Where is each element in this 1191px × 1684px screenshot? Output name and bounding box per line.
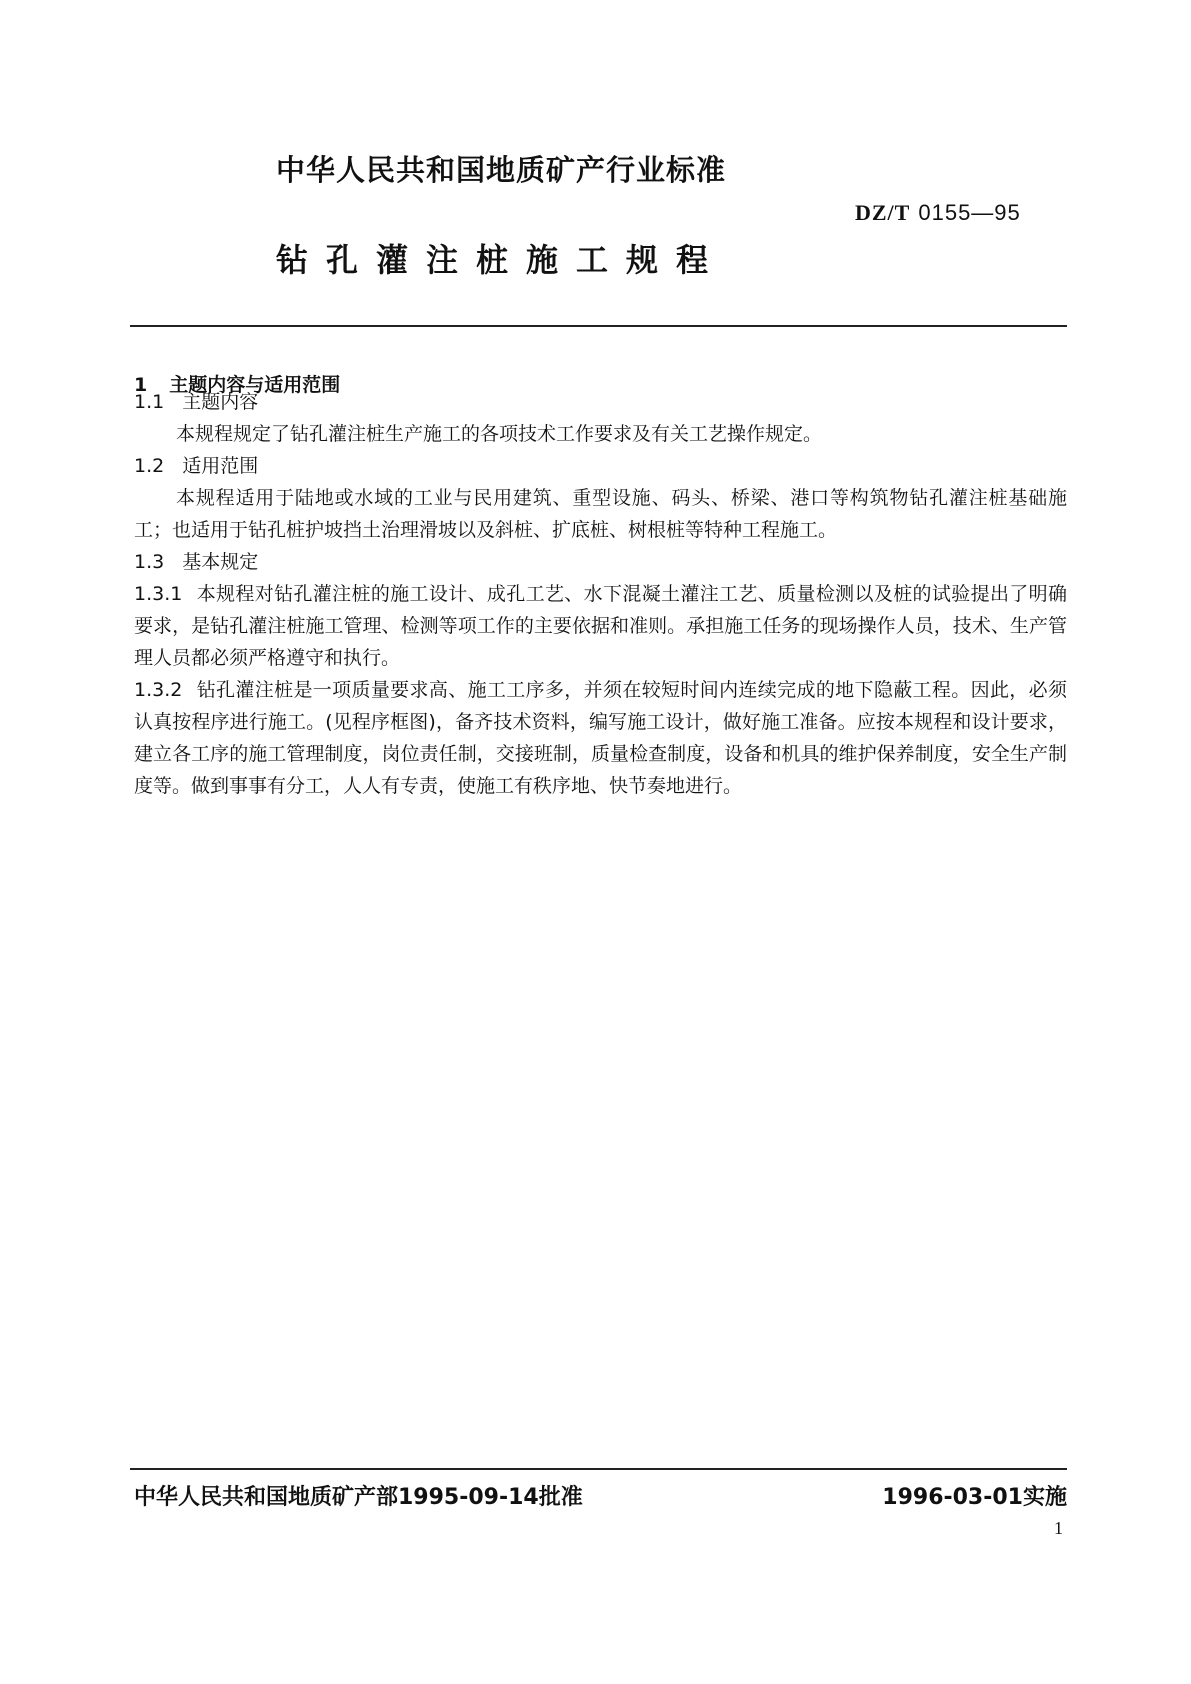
section-1-title: 主题内容与适用范围 [169,374,341,396]
approval-statement: 中华人民共和国地质矿产部1995-09-14批准 [134,1485,583,1510]
header-divider [130,325,1067,327]
section-1-2-number: 1.2 [134,455,165,477]
section-1-3-1-text: 本规程对钻孔灌注桩的施工设计、成孔工艺、水下混凝土灌注工艺、质量检测以及桩的试验提出了明确要求，是钻孔灌注桩施工管理、检测等项工作的主要依据和准则。承担施工任务的现场操作人员，技术、生产管理人员都必须严格遵守和执行。 [134,583,1067,669]
standard-code-prefix: DZ/T [855,200,911,225]
section-1-2-heading [134,450,258,482]
standard-code-number: 0155—95 [918,200,1021,225]
section-1-1-title: 主题内容 [182,391,259,413]
section-1-3-title: 基本规定 [182,551,259,573]
footer-divider [130,1468,1067,1470]
section-1-1-number: 1.1 [134,391,165,413]
standard-code [855,200,1021,226]
section-1-2-title: 适用范围 [182,455,259,477]
section-1-1-heading [134,386,258,418]
section-1-number: 1 [134,374,148,396]
section-1-3-2-number: 1.3.2 [134,679,183,701]
section-1-3-number: 1.3 [134,551,165,573]
section-1-2-text: 本规程适用于陆地或水域的工业与民用建筑、重型设施、码头、桥梁、港口等构筑物钻孔灌注桩基础施工；也适用于钻孔桩护坡挡土治理滑坡以及斜桩、扩底桩、树根桩等特种工程施工。 [134,487,1067,541]
section-1-3-2-text: 钻孔灌注桩是一项质量要求高、施工工序多，并须在较短时间内连续完成的地下隐蔽工程。因此，必须认真按程序进行施工。(见程序框图)，备齐技术资料，编写施工设计，做好施工准备。应按本规程和设计要求，建立各工序的施工管理制度，岗位责任制，交接班制，质量检查制度，设备和机具的维护保养制度，安全生产制度等。做到事事有分工，人人有专责，使施工有秩序地、快节奏地进行。 [134,679,1067,797]
effective-date: 1996-03-01实施 [882,1485,1067,1510]
issuer-heading: 中华人民共和国地质矿产行业标准 [276,153,727,187]
section-1-3-2-paragraph [134,674,1067,802]
page-number: 1 [1054,1518,1063,1538]
document-title: 钻孔灌注桩施工规程 [276,241,727,279]
section-1-3-heading [134,546,258,578]
section-1-1-text: 本规程规定了钻孔灌注桩生产施工的各项技术工作要求及有关工艺操作规定。 [176,423,823,445]
section-1-3-1-paragraph [134,578,1067,674]
section-1-3-1-number: 1.3.1 [134,583,183,605]
